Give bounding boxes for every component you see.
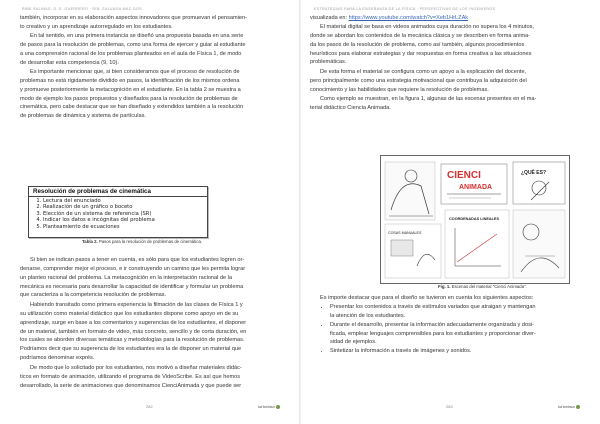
- paragraph-3: [20, 68, 288, 121]
- text-line: sidad de ejemplos.: [330, 339, 377, 346]
- bullet-item: [330, 347, 582, 356]
- text-line: ficada, emplear lenguajes comprensibles para los estudiantes y proporcionar diver-: [330, 330, 536, 337]
- step-item: 3. Elección de un sistema de referencia (SR): [43, 211, 207, 217]
- text-line: Es importe destacar que para el diseño se tuvieron en cuenta los siguientes aspectos:: [320, 295, 534, 301]
- paragraph-2: [20, 32, 288, 67]
- text-line: también, incorporar en su elaboración aspectos innovadores que promuevan el pensamien-: [20, 15, 247, 21]
- text-line: De modo que lo solicitado por los estudiantes, nos motivó a diseñar materiales didác-: [30, 365, 242, 371]
- mid-panel-label: ¿QUÉ ES?: [521, 170, 547, 176]
- text-line: problemas no está rígidamente dividido en pasos, la identificación de los mismos ordena: [20, 77, 240, 84]
- table-caption: [82, 239, 202, 244]
- text-line: Es importante mencionar que, si bien consideramos que el proceso de resolución de: [30, 69, 240, 75]
- brand-top: CIENCI: [447, 170, 481, 181]
- text-line: los cuales se aborden diversas temáticas y metodologías para la resolución de problemas.: [20, 337, 245, 344]
- step-item: 2. Realización de un gráfico o boceto: [43, 204, 207, 210]
- steps-table-title: Resolución de problemas de cinemática: [29, 187, 207, 197]
- figure-scenes: [381, 156, 569, 283]
- text-line: Habiendo transitado como primera experiencia la filmación de las clases de Física 1 y: [30, 302, 243, 308]
- youtube-link[interactable]: https://www.youtube.com/watch?v=Xeb1HrLZAk: [348, 15, 469, 21]
- publisher-logo-left: [258, 404, 280, 409]
- text-line: modo de ejemplo los pasos propuestos y diseñados para la resolución de problemas de: [20, 95, 238, 102]
- paragraph-r2: [310, 23, 582, 67]
- steps-list: [29, 198, 207, 230]
- steps-table: [28, 186, 208, 238]
- text-line: ticos en formato de animación, utilizando el programa de VideoScribe. Es así que hemos: [20, 373, 241, 380]
- text-line: de pasos para la resolución de problemas, como una forma de ejercer y guiar al estudiante: [20, 41, 246, 48]
- text-line: [310, 14, 582, 23]
- logo-text: ka'belasa: [258, 404, 275, 409]
- logo-icon: [276, 405, 280, 409]
- figure-caption: [438, 284, 527, 289]
- figure-caption-label: Fig. 1.: [438, 284, 451, 289]
- paragraph-r1: [310, 14, 582, 23]
- text-line: • Durante el desarrollo, presentar la información adecuadamente organizada y dosi-: [330, 321, 534, 328]
- text-line: problemáticas.: [310, 59, 347, 66]
- text-line: su utilización como material didáctico que los estudiantes dispone como apoyo en de su: [20, 310, 239, 317]
- logo-icon: [576, 405, 580, 409]
- aspects-list: [310, 303, 582, 356]
- lower-left-label: COSAS MANUALES: [388, 231, 422, 235]
- publisher-logo-right: [558, 404, 580, 409]
- text-line: donde se abordan los contenidos de la mecánica clásica y se describen en forma anima-: [310, 32, 531, 39]
- text-line: la atención de los estudiantes.: [330, 312, 406, 319]
- brand-bottom: ANIMADA: [459, 184, 493, 191]
- text-line: de problemas de dinámica y sistema de partículas.: [20, 113, 146, 120]
- text-line: a una comprensión racional de los problemas planteados en el aula de Física 1, de modo: [20, 50, 242, 57]
- bullet-item: [330, 321, 582, 348]
- step-item: 4. Indicar los datos e incógnitas del problema: [43, 217, 207, 223]
- paragraph-6: [20, 364, 288, 391]
- running-head-right: ESTRATEGIAS PARA LA ENSEÑANZA DE LA FÍSICA · PERSPECTIVAS DE LOS INGENIEROS: [314, 7, 496, 11]
- text-line: De esta forma el material se configura como un apoyo a la explicación del docente,: [320, 69, 527, 75]
- step-item: 5. Planteamiento de ecuaciones: [43, 224, 207, 230]
- text-line: mecánica es necesaria para desarrollar la capacidad de identificar y formular un problema: [20, 283, 244, 290]
- text-line: que caracteriza a la competencia resolución de problemas.: [20, 292, 167, 299]
- lower-mid-label: COORDENADAS LINEALES: [449, 217, 499, 221]
- right-page: [300, 0, 600, 424]
- text-line: to creativo y un aprendizaje autorregulado en los estudiantes.: [20, 23, 173, 30]
- paragraph-r4: [310, 95, 582, 113]
- text-line: Si bien se indican pasos a tener en cuenta, es sólo para que los estudiantes logren or-: [30, 257, 245, 263]
- text-line: Como ejemplo se muestran, en la figura 1, algunas de las escenas presentes en el ma-: [320, 96, 537, 102]
- text-line: de un material, también en formato de video, más concreto, sencillo y de corta duración, en: [20, 328, 247, 335]
- text-line: terial didáctico Ciencia Animada.: [310, 104, 391, 111]
- paragraph-r5: [310, 294, 582, 303]
- text-line: denarse, comprender mejor el proceso, e ir construyendo un camino que les permita lograr: [20, 265, 246, 272]
- paragraph-r3: [310, 68, 582, 95]
- text-line: pero principalmente como una estrategia motivacional que contribuya la adquisición del: [310, 77, 527, 84]
- paragraph-5: [20, 301, 288, 363]
- text-line: y promueve posteriormente la metacognición en el estudiante. En la tabla 2 se muestra a: [20, 86, 241, 93]
- text-line: desarrollado, la serie de animaciones que denominamos CienciAnimada y que puede ser: [20, 382, 242, 389]
- running-head-left: RIBE SALINAS, D. E. GUERRERO · RIB. ZULUAGA MAC DOS: [22, 7, 142, 11]
- logo-text: ka'belasa: [558, 404, 575, 409]
- paragraph-1: [20, 14, 288, 32]
- text-line: conocimiento y las habilidades que requiere la resolución de problemas.: [310, 86, 489, 93]
- page-number-right: 283: [446, 404, 453, 409]
- bullet-list: [310, 303, 582, 356]
- step-item: 1. Lectura del enunciado: [43, 198, 207, 204]
- text-line: • Sintetizar la información a través de imágenes y sonidos.: [330, 348, 472, 355]
- link-prefix: visualizada en:: [310, 15, 349, 21]
- text-line: cinemática, pero cabe destacar que se han diseñado y extendidos también a la resolución: [20, 104, 244, 111]
- text-line: En tal sentido, en una primera instancia se diseñó una propuesta basada en una serie: [30, 33, 244, 39]
- text-line: da los pasos de la resolución de problema, como así también, algunos procedimientos: [310, 41, 525, 48]
- figure-caption-text: Escenas del material "Cienci Animada".: [451, 284, 527, 289]
- bullet-item: [330, 303, 582, 321]
- text-line: Podríamos decir que su sugerencia de los estudiantes era la de disponer un material que: [20, 346, 242, 353]
- text-line: • Presentar los contenidos a través de estímulos variados que atraigan y mantengan: [330, 304, 536, 310]
- text-line: de desarrollar esta competencia (9, 10).: [20, 59, 119, 66]
- table-caption-text: Pasos para la resolución de problemas de cinemática.: [98, 239, 203, 244]
- table-caption-label: Tabla 2.: [82, 239, 98, 244]
- figure-cienci-animada: [380, 155, 570, 284]
- page-number-left: 282: [146, 404, 153, 409]
- text-line: un planteo racional del problema. La metacognición en la interpretación racional de la: [20, 274, 233, 281]
- paragraph-4: [20, 256, 288, 300]
- text-line: El material digital se basa en videos animados cuya duración no supera los 4 minutos,: [320, 24, 534, 30]
- text-line: aprendizaje, surge en base a los comentarios y sugerencias de los estudiantes, el disponer: [20, 319, 247, 326]
- text-line: podríamos denominar exprés.: [20, 355, 95, 362]
- text-line: heurísticos para elaborar estrategias y dar respuestas en forma creativa a las situaciones: [310, 50, 532, 57]
